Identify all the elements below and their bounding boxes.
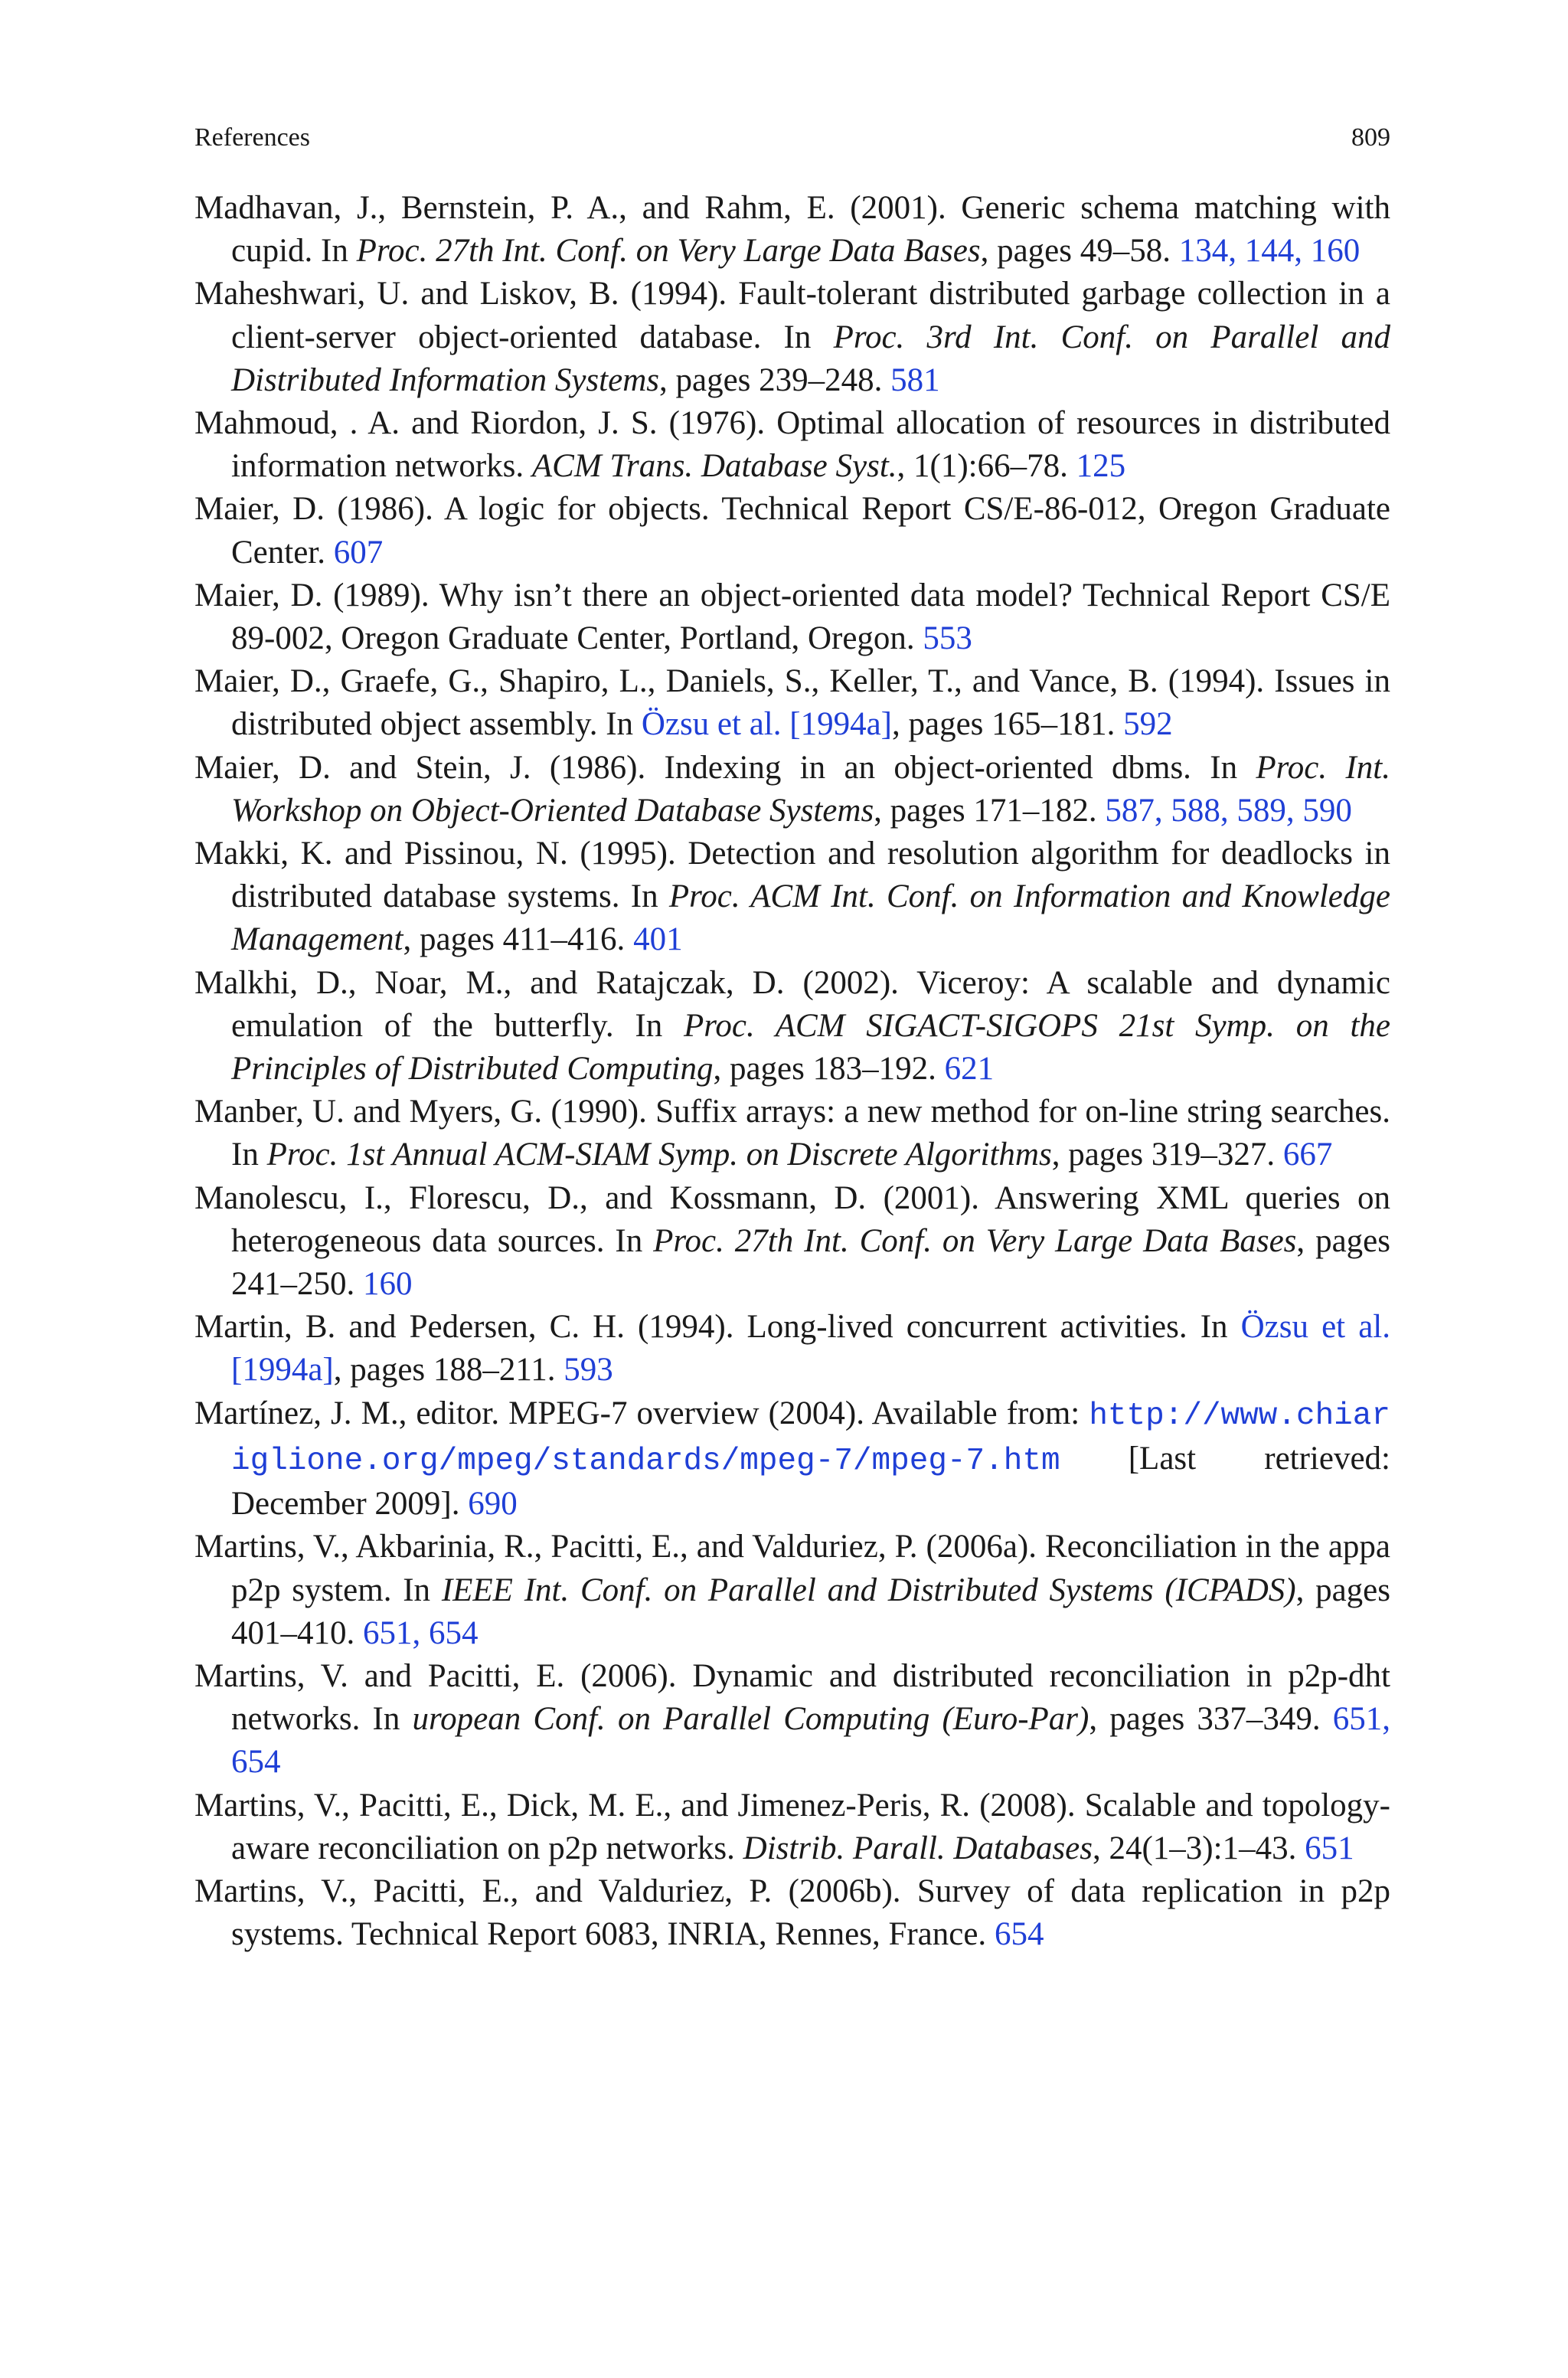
backref-link[interactable]: 593 — [564, 1352, 613, 1389]
reference-entry: Martínez, J. M., editor. MPEG-7 overview (2004). Available from: http://www.chiariglione.org/mpeg/standards/mpeg-7/mpeg-7.htm [Last retrieved: December 2009]. 690 — [194, 1395, 1390, 1523]
backref-link[interactable]: 581 — [890, 361, 940, 398]
backref-link[interactable]: 134, 144, 160 — [1178, 233, 1361, 270]
reference-entry: Manber, U. and Myers, G. (1990). Suffix arrays: a new method for on-line string searches. In Proc. 1st Annual ACM-SIAM Symp. on Discrete Algorithms, pages 319–327. 667 — [194, 1094, 1390, 1173]
reference-entry: Maier, D. (1989). Why isn’t there an object-oriented data model? Technical Report CS/E 89-002, Oregon Graduate Center, Portland, Oregon. 553 — [194, 577, 1390, 657]
backref-link[interactable]: 667 — [1282, 1137, 1333, 1173]
reference-entry: Martin, B. and Pedersen, C. H. (1994). Long-lived concurrent activities. In Özsu et al. [1994a], pages 188–211. 593 — [194, 1309, 1390, 1389]
reference-entry: Mahmoud, . A. and Riordon, J. S. (1976). Optimal allocation of resources in distributed information networks. ACM Trans. Database Syst., 1(1):66–78. 125 — [194, 405, 1390, 485]
reference-entry: Martins, V., Pacitti, E., and Valduriez, P. (2006b). Survey of data replication in p2p systems. Technical Report 6083, INRIA, Rennes, France. 654 — [194, 1873, 1390, 1953]
backref-link[interactable]: 651, 654 — [363, 1614, 479, 1651]
reference-entry: Martins, V. and Pacitti, E. (2006). Dynamic and distributed reconciliation in p2p-dht networks. In uropean Conf. on Parallel Computing (Euro-Par), pages 337–349. 651, 654 — [194, 1657, 1390, 1781]
reference-entry: Makki, K. and Pissinou, N. (1995). Detection and resolution algorithm for deadlocks in distributed database systems. In Proc. ACM Int. Conf. on Information and Knowledge Management, pages 411–416. 401 — [194, 836, 1390, 958]
reference-entry: Maier, D. (1986). A logic for objects. Technical Report CS/E-86-012, Oregon Graduate Center. 607 — [194, 491, 1390, 571]
backref-link[interactable]: 587, 588, 589, 590 — [1105, 792, 1352, 829]
reference-entry: Maheshwari, U. and Liskov, B. (1994). Fault-tolerant distributed garbage collection in a client-server object-oriented database. In Proc. 3rd Int. Conf. on Parallel and Distributed Information Systems, pages 239–248. 581 — [194, 276, 1390, 398]
backref-link[interactable]: 553 — [923, 620, 972, 657]
section-title: References — [194, 123, 311, 152]
reference-entry: Manolescu, I., Florescu, D., and Kossmann, D. (2001). Answering XML queries on heterogeneous data sources. In Proc. 27th Int. Conf. on Very Large Data Bases, pages 241–250. 160 — [194, 1179, 1390, 1303]
backref-link[interactable]: 401 — [633, 921, 683, 958]
page — [194, 123, 1390, 1956]
backref-link[interactable]: 690 — [468, 1486, 518, 1523]
page-number: 809 — [1351, 123, 1390, 152]
backref-link[interactable]: 607 — [333, 534, 384, 571]
reference-entry: Madhavan, J., Bernstein, P. A., and Rahm, E. (2001). Generic schema matching with cupid. In Proc. 27th Int. Conf. on Very Large Data Bases, pages 49–58. 134, 144, 160 — [194, 190, 1390, 270]
reference-entry: Martins, V., Akbarinia, R., Pacitti, E., and Valduriez, P. (2006a). Reconciliation in the appa p2p system. In IEEE Int. Conf. on Parallel and Distributed Systems (ICPADS), pages 401–410. 651, 654 — [194, 1529, 1390, 1651]
citation-link[interactable]: Özsu et al. [1994a] — [231, 1309, 1390, 1389]
reference-entry: Maier, D. and Stein, J. (1986). Indexing in an object-oriented dbms. In Proc. Int. Workshop on Object-Oriented Database Systems, pages 171–182. 587, 588, 589, 590 — [194, 749, 1390, 829]
reference-list — [194, 187, 1390, 1956]
backref-link[interactable]: 651, 654 — [231, 1701, 1390, 1781]
backref-link[interactable]: 125 — [1076, 448, 1126, 485]
citation-link[interactable]: Özsu et al. [1994a] — [641, 706, 892, 743]
reference-entry: Maier, D., Graefe, G., Shapiro, L., Daniels, S., Keller, T., and Vance, B. (1994). Issues in distributed object assembly. In Özsu et al. [1994a], pages 165–181. 592 — [194, 663, 1390, 743]
running-head — [194, 123, 1390, 153]
backref-link[interactable]: 651 — [1305, 1830, 1354, 1866]
backref-link[interactable]: 160 — [363, 1266, 413, 1303]
url-link[interactable]: http://www.chiariglione.org/mpeg/standards/mpeg-7/mpeg-7.htm — [231, 1398, 1390, 1479]
reference-entry: Martins, V., Pacitti, E., Dick, M. E., and Jimenez-Peris, R. (2008). Scalable and topology-aware reconciliation on p2p networks. Distrib. Parall. Databases, 24(1–3):1–43. 651 — [194, 1787, 1390, 1866]
backref-link[interactable]: 621 — [944, 1051, 995, 1088]
backref-link[interactable]: 654 — [994, 1916, 1044, 1953]
backref-link[interactable]: 592 — [1123, 706, 1173, 743]
reference-entry: Malkhi, D., Noar, M., and Ratajczak, D. (2002). Viceroy: A scalable and dynamic emulation of the butterfly. In Proc. ACM SIGACT-SIGOPS 21st Symp. on the Principles of Distributed Computing, pages 183–192. 621 — [194, 964, 1390, 1088]
